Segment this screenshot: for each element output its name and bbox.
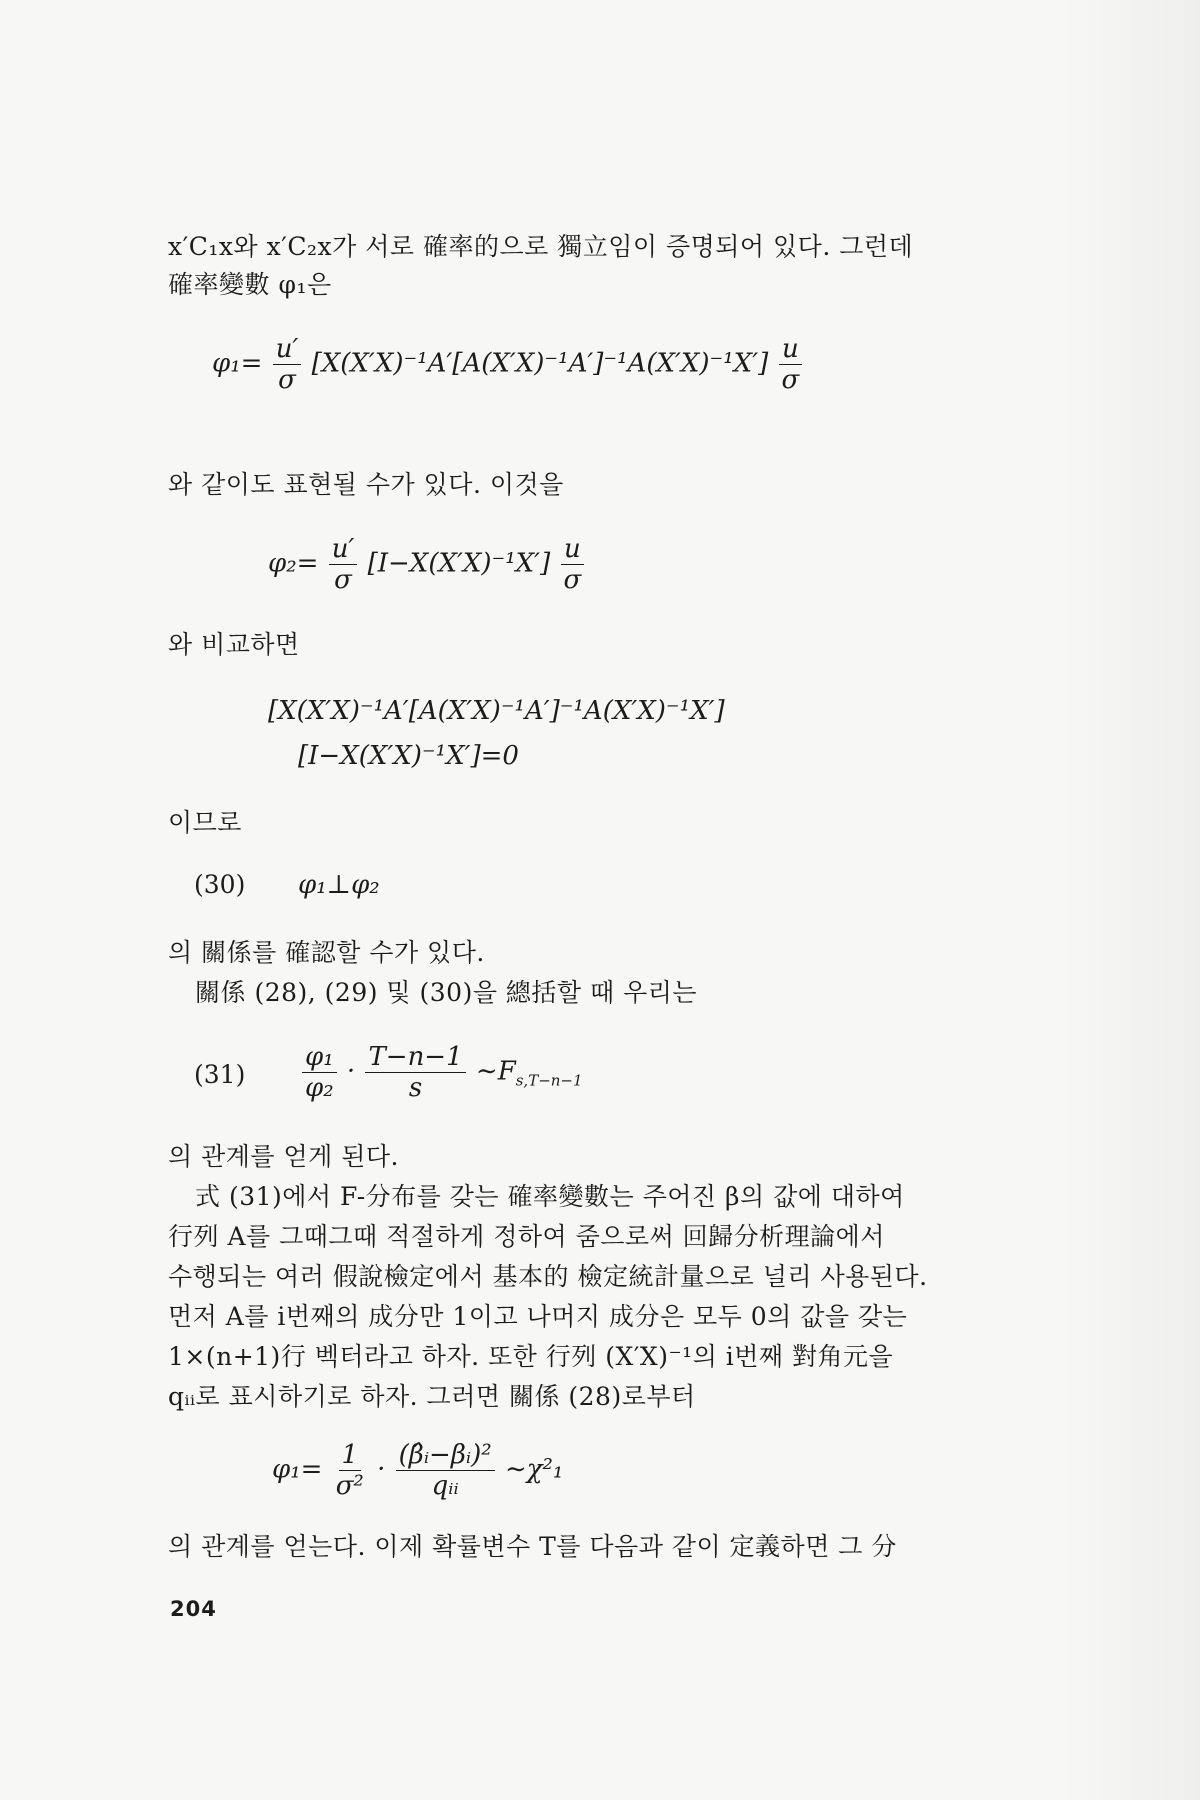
eq1-f2-denominator: σ [781, 365, 800, 395]
text-line-1: x′C₁x와 x′C₂x가 서로 確率的으로 獨立임이 증명되어 있다. 그런데 [168, 232, 914, 261]
eq2-f2-numerator: u [561, 534, 584, 565]
text-line-8: 의 관계를 얻게 된다. [168, 1142, 399, 1171]
eqchi-f2-denominator: qᵢᵢ [431, 1471, 459, 1501]
eq1-fraction-right [779, 334, 803, 395]
eq1-fraction-left [273, 334, 302, 395]
eq2-fraction-left [329, 534, 358, 595]
eq1-lhs: φ₁= [212, 348, 263, 379]
page-edge-shadow [1060, 0, 1200, 1800]
text-line-5: 이므로 [168, 808, 242, 837]
eq2-f2-denominator: σ [563, 565, 582, 595]
eq31-fraction-phi [302, 1042, 337, 1103]
equation-phi1 [212, 334, 804, 395]
eq31-dot: · [346, 1056, 356, 1087]
equation-31-label: (31) [194, 1060, 246, 1089]
eqchi-f2-numerator: (β̂ᵢ−βᵢ)² [396, 1440, 495, 1471]
text-line-13: 1×(n+1)行 벡터라고 하자. 또한 行列 (X′X)⁻¹의 i번째 對角元을 [168, 1342, 894, 1371]
eq1-f1-numerator: u′ [273, 334, 302, 365]
eq31-f2-numerator: T−n−1 [365, 1042, 465, 1073]
text-line-14: qᵢᵢ로 표시하기로 하자. 그러면 關係 (28)로부터 [168, 1382, 696, 1411]
eq31-f1-numerator: φ₁ [302, 1042, 337, 1073]
equation-chi-square [272, 1440, 563, 1501]
equation-phi2 [268, 534, 586, 595]
text-line-3: 와 같이도 표현될 수가 있다. 이것을 [168, 470, 564, 499]
eq31-f1-denominator: φ₂ [305, 1073, 334, 1103]
eq1-f2-numerator: u [779, 334, 802, 365]
text-line-4: 와 비교하면 [168, 630, 300, 659]
eq2-matrix-expression: [I−X(X′X)⁻¹X′] [367, 548, 551, 579]
eq1-matrix-expression: [X(X′X)⁻¹A′[A(X′X)⁻¹A′]⁻¹A(X′X)⁻¹X′] [311, 348, 769, 379]
equation-30-label: (30) [194, 870, 246, 899]
text-line-7: 關係 (28), (29) 및 (30)을 總括할 때 우리는 [195, 978, 698, 1007]
eqchi-fraction-beta [396, 1440, 495, 1501]
text-line-10: 行列 A를 그때그때 적절하게 정하여 줌으로써 回歸分析理論에서 [168, 1222, 885, 1251]
eqchi-fraction-sigma [333, 1440, 367, 1501]
eq2-fraction-right [561, 534, 585, 595]
equation-product-row2: [I−X(X′X)⁻¹X′]=0 [298, 741, 519, 771]
eq2-lhs: φ₂= [268, 548, 319, 579]
text-line-12: 먼저 A를 i번째의 成分만 1이고 나머지 成分은 모두 0의 값을 갖는 [168, 1302, 908, 1331]
eqchi-rhs: ∼χ²₁ [504, 1454, 564, 1485]
eq2-f1-numerator: u′ [329, 534, 358, 565]
eq31-rhs: ∼F [475, 1056, 516, 1087]
eqchi-dot: · [377, 1454, 386, 1485]
equation-31 [300, 1042, 583, 1103]
eq2-f1-denominator: σ [334, 565, 352, 595]
eq31-rhs-subscript: s,T−n−1 [515, 1071, 583, 1090]
eqchi-lhs: φ₁= [272, 1454, 323, 1485]
eq31-f2-denominator: s [408, 1073, 423, 1103]
text-line-6: 의 關係를 確認할 수가 있다. [168, 938, 485, 967]
eq31-fraction-df [365, 1042, 465, 1103]
equation-30: φ₁⊥φ₂ [298, 870, 380, 900]
eqchi-f1-numerator: 1 [339, 1440, 362, 1471]
eqchi-f1-denominator: σ² [335, 1471, 364, 1501]
text-line-9: 式 (31)에서 F-分布를 갖는 確率變數는 주어진 β의 값에 대하여 [195, 1182, 905, 1211]
eq1-f1-denominator: σ [278, 365, 296, 395]
text-line-11: 수행되는 여러 假說檢定에서 基本的 檢定統計量으로 널리 사용된다. [168, 1262, 928, 1291]
text-line-15: 의 관계를 얻는다. 이제 확률변수 T를 다음과 같이 定義하면 그 分 [168, 1532, 897, 1561]
equation-product-row1: [X(X′X)⁻¹A′[A(X′X)⁻¹A′]⁻¹A(X′X)⁻¹X′] [268, 696, 725, 726]
page-number: 204 [170, 1597, 217, 1621]
text-line-2: 確率變數 φ₁은 [168, 270, 332, 299]
